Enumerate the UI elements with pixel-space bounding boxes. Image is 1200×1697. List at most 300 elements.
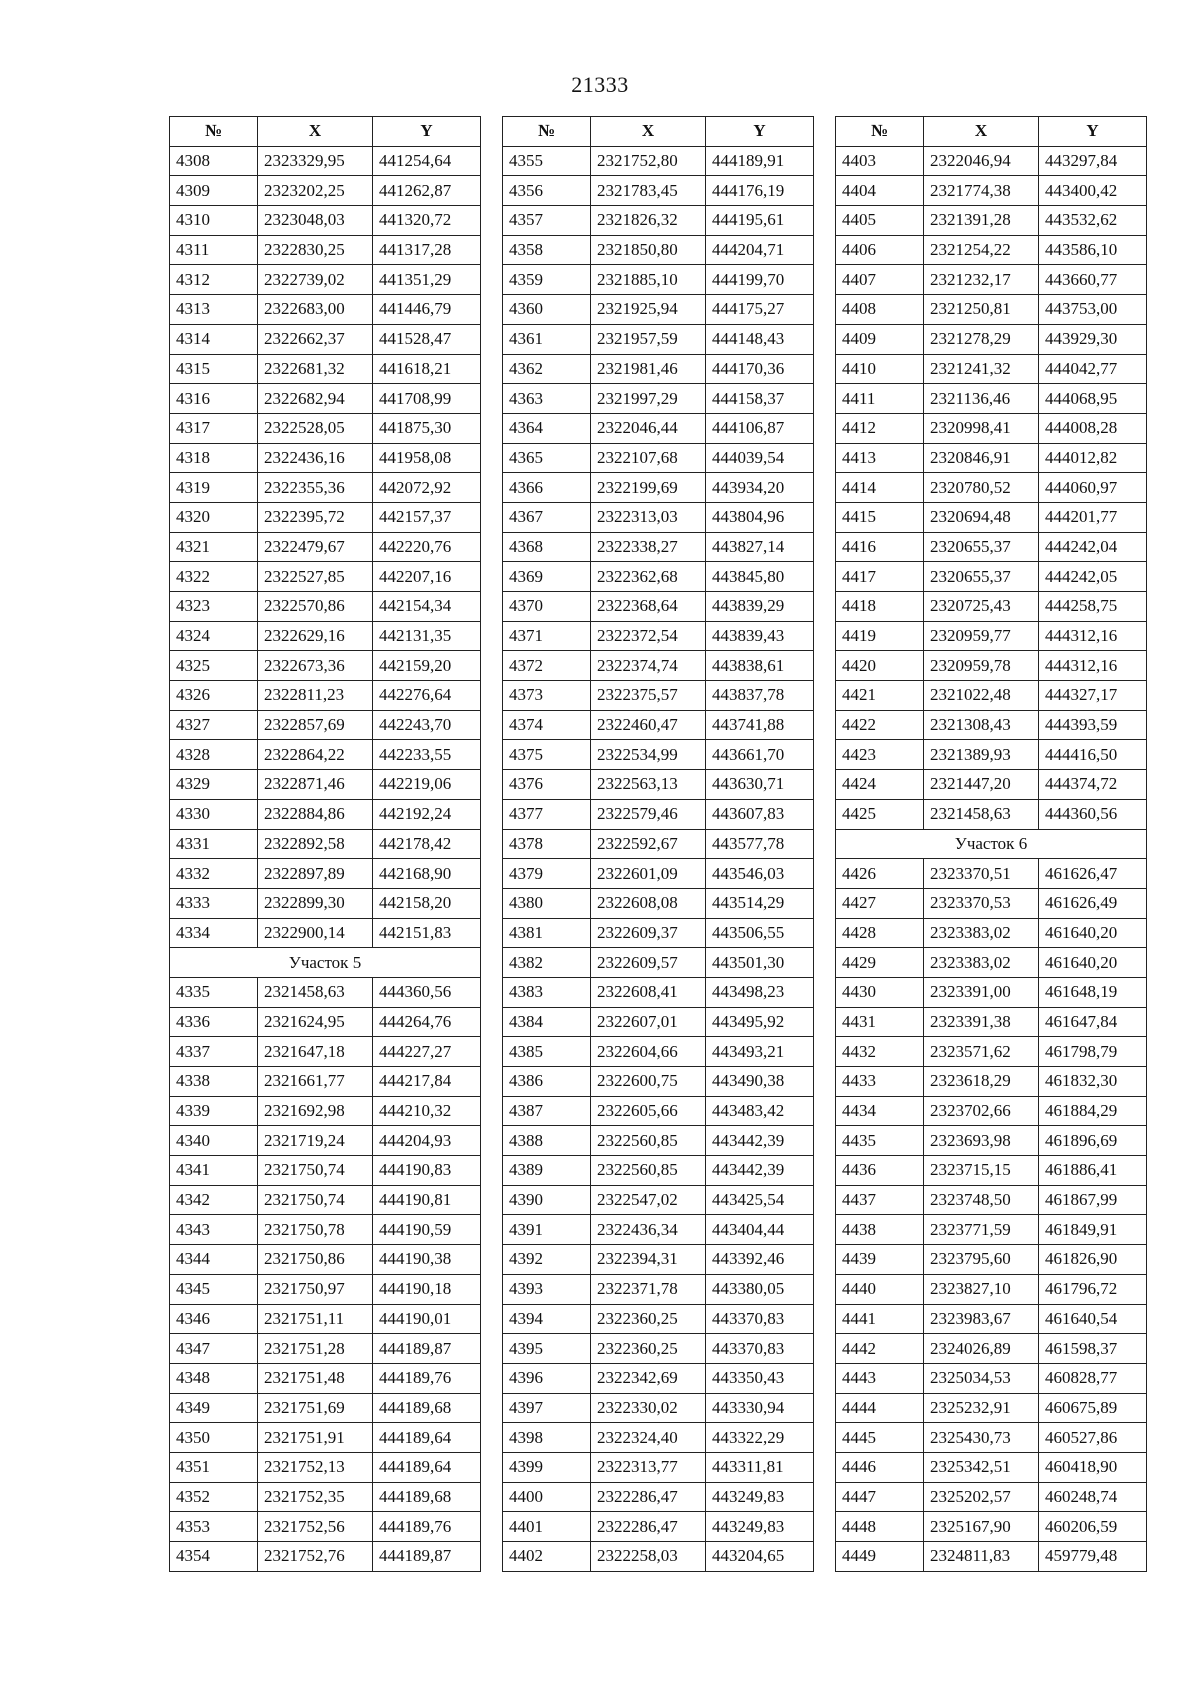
table-row: [503, 888, 814, 918]
y-coordinate-cell: 443330,94: [706, 1393, 814, 1423]
coordinates-table-3: [835, 116, 1147, 1572]
table-row: [503, 829, 814, 859]
x-coordinate-cell: 2323693,98: [924, 1126, 1039, 1156]
table-row: [503, 621, 814, 651]
x-coordinate-cell: 2322460,47: [591, 710, 706, 740]
point-number-cell: 4431: [836, 1007, 924, 1037]
table-row: [836, 918, 1147, 948]
table-row: [170, 265, 481, 295]
point-number-cell: 4396: [503, 1363, 591, 1393]
y-coordinate-cell: 461648,19: [1039, 977, 1147, 1007]
y-coordinate-cell: 441528,47: [373, 324, 481, 354]
point-number-cell: 4434: [836, 1096, 924, 1126]
column-header-x: X: [924, 117, 1039, 147]
table-row: [170, 1245, 481, 1275]
table-row: [503, 324, 814, 354]
table-row: [170, 354, 481, 384]
x-coordinate-cell: 2321774,38: [924, 176, 1039, 206]
table-row: [503, 681, 814, 711]
y-coordinate-cell: 461849,91: [1039, 1215, 1147, 1245]
table-row: [836, 592, 1147, 622]
point-number-cell: 4317: [170, 413, 258, 443]
x-coordinate-cell: 2321389,93: [924, 740, 1039, 770]
header-row: [836, 117, 1147, 147]
x-coordinate-cell: 2321850,80: [591, 235, 706, 265]
x-coordinate-cell: 2323329,95: [258, 146, 373, 176]
table-row: [503, 502, 814, 532]
y-coordinate-cell: 441708,99: [373, 384, 481, 414]
y-coordinate-cell: 444189,68: [373, 1393, 481, 1423]
point-number-cell: 4345: [170, 1274, 258, 1304]
y-coordinate-cell: 461886,41: [1039, 1156, 1147, 1186]
point-number-cell: 4437: [836, 1185, 924, 1215]
y-coordinate-cell: 461798,79: [1039, 1037, 1147, 1067]
point-number-cell: 4426: [836, 859, 924, 889]
point-number-cell: 4433: [836, 1067, 924, 1097]
table-row: [170, 295, 481, 325]
point-number-cell: 4366: [503, 473, 591, 503]
point-number-cell: 4405: [836, 206, 924, 236]
y-coordinate-cell: 443483,42: [706, 1096, 814, 1126]
table-row: [503, 1067, 814, 1097]
point-number-cell: 4436: [836, 1156, 924, 1186]
point-number-cell: 4363: [503, 384, 591, 414]
table-row: [836, 324, 1147, 354]
x-coordinate-cell: 2321136,46: [924, 384, 1039, 414]
y-coordinate-cell: 461796,72: [1039, 1274, 1147, 1304]
y-coordinate-cell: 460675,89: [1039, 1393, 1147, 1423]
point-number-cell: 4413: [836, 443, 924, 473]
x-coordinate-cell: 2323391,38: [924, 1007, 1039, 1037]
x-coordinate-cell: 2323795,60: [924, 1245, 1039, 1275]
column-header-number: №: [170, 117, 258, 147]
table-row: [170, 562, 481, 592]
x-coordinate-cell: 2325167,90: [924, 1512, 1039, 1542]
point-number-cell: 4403: [836, 146, 924, 176]
point-number-cell: 4423: [836, 740, 924, 770]
x-coordinate-cell: 2322739,02: [258, 265, 373, 295]
point-number-cell: 4320: [170, 502, 258, 532]
x-coordinate-cell: 2323048,03: [258, 206, 373, 236]
x-coordinate-cell: 2322681,32: [258, 354, 373, 384]
x-coordinate-cell: 2321278,29: [924, 324, 1039, 354]
table-row: [836, 888, 1147, 918]
x-coordinate-cell: 2320780,52: [924, 473, 1039, 503]
y-coordinate-cell: 444204,93: [373, 1126, 481, 1156]
y-coordinate-cell: 442151,83: [373, 918, 481, 948]
table-row: [503, 1245, 814, 1275]
point-number-cell: 4368: [503, 532, 591, 562]
table-row: [503, 1096, 814, 1126]
page-number: 21333: [571, 72, 629, 97]
x-coordinate-cell: 2322605,66: [591, 1096, 706, 1126]
x-coordinate-cell: 2322371,78: [591, 1274, 706, 1304]
point-number-cell: 4415: [836, 502, 924, 532]
table-row: [836, 1067, 1147, 1097]
y-coordinate-cell: 442154,34: [373, 592, 481, 622]
x-coordinate-cell: 2321752,76: [258, 1542, 373, 1572]
table-row: [170, 710, 481, 740]
y-coordinate-cell: 444189,64: [373, 1423, 481, 1453]
point-number-cell: 4446: [836, 1452, 924, 1482]
point-number-cell: 4421: [836, 681, 924, 711]
point-number-cell: 4364: [503, 413, 591, 443]
table-row: [503, 977, 814, 1007]
point-number-cell: 4355: [503, 146, 591, 176]
point-number-cell: 4350: [170, 1423, 258, 1453]
x-coordinate-cell: 2321624,95: [258, 1007, 373, 1037]
x-coordinate-cell: 2322355,36: [258, 473, 373, 503]
x-coordinate-cell: 2321391,28: [924, 206, 1039, 236]
column-header-x: X: [591, 117, 706, 147]
table-row: [836, 1007, 1147, 1037]
y-coordinate-cell: 443506,55: [706, 918, 814, 948]
header-row: [503, 117, 814, 147]
y-coordinate-cell: 443532,62: [1039, 206, 1147, 236]
coordinates-table-2: [502, 116, 814, 1572]
point-number-cell: 4314: [170, 324, 258, 354]
table-row: [836, 1512, 1147, 1542]
y-coordinate-cell: 443586,10: [1039, 235, 1147, 265]
x-coordinate-cell: 2321647,18: [258, 1037, 373, 1067]
table-row: [170, 1542, 481, 1572]
section-row: [170, 948, 481, 978]
table-row: [503, 799, 814, 829]
point-number-cell: 4343: [170, 1215, 258, 1245]
table-row: [170, 651, 481, 681]
table-row: [836, 384, 1147, 414]
table-row: [836, 1185, 1147, 1215]
point-number-cell: 4361: [503, 324, 591, 354]
point-number-cell: 4404: [836, 176, 924, 206]
x-coordinate-cell: 2321981,46: [591, 354, 706, 384]
x-coordinate-cell: 2321750,78: [258, 1215, 373, 1245]
column-header-y: Y: [1039, 117, 1147, 147]
x-coordinate-cell: 2322199,69: [591, 473, 706, 503]
y-coordinate-cell: 442131,35: [373, 621, 481, 651]
y-coordinate-cell: 443741,88: [706, 710, 814, 740]
x-coordinate-cell: 2321752,56: [258, 1512, 373, 1542]
x-coordinate-cell: 2322864,22: [258, 740, 373, 770]
point-number-cell: 4310: [170, 206, 258, 236]
point-number-cell: 4352: [170, 1482, 258, 1512]
table-row: [170, 176, 481, 206]
point-number-cell: 4357: [503, 206, 591, 236]
table-row: [836, 1304, 1147, 1334]
x-coordinate-cell: 2321692,98: [258, 1096, 373, 1126]
x-coordinate-cell: 2322900,14: [258, 918, 373, 948]
point-number-cell: 4392: [503, 1245, 591, 1275]
point-number-cell: 4424: [836, 770, 924, 800]
y-coordinate-cell: 443838,61: [706, 651, 814, 681]
x-coordinate-cell: 2325430,73: [924, 1423, 1039, 1453]
y-coordinate-cell: 442178,42: [373, 829, 481, 859]
y-coordinate-cell: 444189,87: [373, 1542, 481, 1572]
y-coordinate-cell: 443370,83: [706, 1334, 814, 1364]
table-row: [170, 235, 481, 265]
point-number-cell: 4325: [170, 651, 258, 681]
point-number-cell: 4411: [836, 384, 924, 414]
point-number-cell: 4407: [836, 265, 924, 295]
y-coordinate-cell: 442168,90: [373, 859, 481, 889]
y-coordinate-cell: 444060,97: [1039, 473, 1147, 503]
point-number-cell: 4360: [503, 295, 591, 325]
x-coordinate-cell: 2321751,91: [258, 1423, 373, 1453]
table-row: [836, 1542, 1147, 1572]
point-number-cell: 4397: [503, 1393, 591, 1423]
x-coordinate-cell: 2322375,57: [591, 681, 706, 711]
x-coordinate-cell: 2323571,62: [924, 1037, 1039, 1067]
table-row: [170, 443, 481, 473]
y-coordinate-cell: 443392,46: [706, 1245, 814, 1275]
y-coordinate-cell: 444158,37: [706, 384, 814, 414]
header-row: [170, 117, 481, 147]
x-coordinate-cell: 2323702,66: [924, 1096, 1039, 1126]
point-number-cell: 4315: [170, 354, 258, 384]
table-row: [503, 1393, 814, 1423]
point-number-cell: 4330: [170, 799, 258, 829]
y-coordinate-cell: 442219,06: [373, 770, 481, 800]
table-row: [503, 710, 814, 740]
y-coordinate-cell: 443660,77: [1039, 265, 1147, 295]
point-number-cell: 4429: [836, 948, 924, 978]
table-row: [836, 651, 1147, 681]
table-row: [503, 1274, 814, 1304]
y-coordinate-cell: 444176,19: [706, 176, 814, 206]
point-number-cell: 4327: [170, 710, 258, 740]
x-coordinate-cell: 2322609,37: [591, 918, 706, 948]
table-row: [170, 1126, 481, 1156]
y-coordinate-cell: 441254,64: [373, 146, 481, 176]
point-number-cell: 4398: [503, 1423, 591, 1453]
point-number-cell: 4339: [170, 1096, 258, 1126]
point-number-cell: 4328: [170, 740, 258, 770]
x-coordinate-cell: 2322811,23: [258, 681, 373, 711]
table-row: [170, 1452, 481, 1482]
x-coordinate-cell: 2322857,69: [258, 710, 373, 740]
point-number-cell: 4353: [170, 1512, 258, 1542]
point-number-cell: 4440: [836, 1274, 924, 1304]
x-coordinate-cell: 2322436,34: [591, 1215, 706, 1245]
x-coordinate-cell: 2325202,57: [924, 1482, 1039, 1512]
y-coordinate-cell: 444190,83: [373, 1156, 481, 1186]
x-coordinate-cell: 2322534,99: [591, 740, 706, 770]
y-coordinate-cell: 444360,56: [373, 977, 481, 1007]
point-number-cell: 4373: [503, 681, 591, 711]
point-number-cell: 4420: [836, 651, 924, 681]
point-number-cell: 4370: [503, 592, 591, 622]
point-number-cell: 4323: [170, 592, 258, 622]
point-number-cell: 4342: [170, 1185, 258, 1215]
point-number-cell: 4351: [170, 1452, 258, 1482]
x-coordinate-cell: 2323383,02: [924, 948, 1039, 978]
x-coordinate-cell: 2322046,44: [591, 413, 706, 443]
y-coordinate-cell: 461626,49: [1039, 888, 1147, 918]
y-coordinate-cell: 461598,37: [1039, 1334, 1147, 1364]
point-number-cell: 4358: [503, 235, 591, 265]
y-coordinate-cell: 444360,56: [1039, 799, 1147, 829]
x-coordinate-cell: 2322046,94: [924, 146, 1039, 176]
table-row: [170, 1304, 481, 1334]
table-row: [170, 592, 481, 622]
point-number-cell: 4427: [836, 888, 924, 918]
table-row: [836, 354, 1147, 384]
y-coordinate-cell: 444204,71: [706, 235, 814, 265]
y-coordinate-cell: 444190,59: [373, 1215, 481, 1245]
y-coordinate-cell: 444210,32: [373, 1096, 481, 1126]
table-row: [170, 1215, 481, 1245]
table-row: [503, 1512, 814, 1542]
point-number-cell: 4356: [503, 176, 591, 206]
point-number-cell: 4334: [170, 918, 258, 948]
x-coordinate-cell: 2322604,66: [591, 1037, 706, 1067]
x-coordinate-cell: 2322830,25: [258, 235, 373, 265]
point-number-cell: 4418: [836, 592, 924, 622]
table-row: [836, 799, 1147, 829]
x-coordinate-cell: 2322338,27: [591, 532, 706, 562]
table-row: [503, 295, 814, 325]
x-coordinate-cell: 2323771,59: [924, 1215, 1039, 1245]
point-number-cell: 4369: [503, 562, 591, 592]
table-row: [503, 1482, 814, 1512]
x-coordinate-cell: 2325342,51: [924, 1452, 1039, 1482]
table-row: [836, 1096, 1147, 1126]
y-coordinate-cell: 443322,29: [706, 1423, 814, 1453]
y-coordinate-cell: 444190,18: [373, 1274, 481, 1304]
table-row: [170, 206, 481, 236]
table-row: [503, 1126, 814, 1156]
y-coordinate-cell: 444312,16: [1039, 621, 1147, 651]
x-coordinate-cell: 2325232,91: [924, 1393, 1039, 1423]
table-row: [836, 295, 1147, 325]
y-coordinate-cell: 460248,74: [1039, 1482, 1147, 1512]
table-row: [836, 443, 1147, 473]
x-coordinate-cell: 2323202,25: [258, 176, 373, 206]
y-coordinate-cell: 444106,87: [706, 413, 814, 443]
x-coordinate-cell: 2322592,67: [591, 829, 706, 859]
point-number-cell: 4309: [170, 176, 258, 206]
table-row: [836, 206, 1147, 236]
table-row: [170, 1067, 481, 1097]
point-number-cell: 4359: [503, 265, 591, 295]
point-number-cell: 4337: [170, 1037, 258, 1067]
point-number-cell: 4383: [503, 977, 591, 1007]
x-coordinate-cell: 2321254,22: [924, 235, 1039, 265]
y-coordinate-cell: 444416,50: [1039, 740, 1147, 770]
y-coordinate-cell: 461896,69: [1039, 1126, 1147, 1156]
y-coordinate-cell: 443350,43: [706, 1363, 814, 1393]
x-coordinate-cell: 2323827,10: [924, 1274, 1039, 1304]
point-number-cell: 4400: [503, 1482, 591, 1512]
x-coordinate-cell: 2325034,53: [924, 1363, 1039, 1393]
point-number-cell: 4443: [836, 1363, 924, 1393]
y-coordinate-cell: 443495,92: [706, 1007, 814, 1037]
point-number-cell: 4381: [503, 918, 591, 948]
table-row: [170, 1393, 481, 1423]
table-row: [170, 918, 481, 948]
y-coordinate-cell: 443442,39: [706, 1156, 814, 1186]
y-coordinate-cell: 441262,87: [373, 176, 481, 206]
table-row: [836, 1037, 1147, 1067]
y-coordinate-cell: 443934,20: [706, 473, 814, 503]
x-coordinate-cell: 2321458,63: [924, 799, 1039, 829]
table-row: [503, 1185, 814, 1215]
y-coordinate-cell: 460418,90: [1039, 1452, 1147, 1482]
table-row: [836, 859, 1147, 889]
table-row: [836, 1334, 1147, 1364]
point-number-cell: 4394: [503, 1304, 591, 1334]
point-number-cell: 4417: [836, 562, 924, 592]
y-coordinate-cell: 461647,84: [1039, 1007, 1147, 1037]
x-coordinate-cell: 2320694,48: [924, 502, 1039, 532]
y-coordinate-cell: 444393,59: [1039, 710, 1147, 740]
point-number-cell: 4425: [836, 799, 924, 829]
x-coordinate-cell: 2323391,00: [924, 977, 1039, 1007]
y-coordinate-cell: 444227,27: [373, 1037, 481, 1067]
point-number-cell: 4432: [836, 1037, 924, 1067]
x-coordinate-cell: 2322436,16: [258, 443, 373, 473]
y-coordinate-cell: 460527,86: [1039, 1423, 1147, 1453]
table-row: [170, 1423, 481, 1453]
y-coordinate-cell: 444190,38: [373, 1245, 481, 1275]
point-number-cell: 4435: [836, 1126, 924, 1156]
point-number-cell: 4318: [170, 443, 258, 473]
point-number-cell: 4322: [170, 562, 258, 592]
point-number-cell: 4348: [170, 1363, 258, 1393]
x-coordinate-cell: 2321750,74: [258, 1185, 373, 1215]
y-coordinate-cell: 442220,76: [373, 532, 481, 562]
x-coordinate-cell: 2321022,48: [924, 681, 1039, 711]
y-coordinate-cell: 444217,84: [373, 1067, 481, 1097]
x-coordinate-cell: 2321750,97: [258, 1274, 373, 1304]
point-number-cell: 4326: [170, 681, 258, 711]
x-coordinate-cell: 2320998,41: [924, 413, 1039, 443]
table-row: [836, 413, 1147, 443]
point-number-cell: 4388: [503, 1126, 591, 1156]
x-coordinate-cell: 2320846,91: [924, 443, 1039, 473]
table-row: [503, 1452, 814, 1482]
point-number-cell: 4428: [836, 918, 924, 948]
table-row: [836, 948, 1147, 978]
point-number-cell: 4354: [170, 1542, 258, 1572]
x-coordinate-cell: 2322600,75: [591, 1067, 706, 1097]
x-coordinate-cell: 2321661,77: [258, 1067, 373, 1097]
table-row: [836, 977, 1147, 1007]
y-coordinate-cell: 444189,91: [706, 146, 814, 176]
table-row: [170, 1482, 481, 1512]
table-row: [170, 859, 481, 889]
y-coordinate-cell: 461832,30: [1039, 1067, 1147, 1097]
y-coordinate-cell: 443630,71: [706, 770, 814, 800]
y-coordinate-cell: 443493,21: [706, 1037, 814, 1067]
table-row: [836, 1452, 1147, 1482]
y-coordinate-cell: 443804,96: [706, 502, 814, 532]
table-row: [836, 770, 1147, 800]
y-coordinate-cell: 444374,72: [1039, 770, 1147, 800]
point-number-cell: 4349: [170, 1393, 258, 1423]
table-row: [503, 1423, 814, 1453]
x-coordinate-cell: 2322368,64: [591, 592, 706, 622]
point-number-cell: 4347: [170, 1334, 258, 1364]
x-coordinate-cell: 2321241,32: [924, 354, 1039, 384]
point-number-cell: 4311: [170, 235, 258, 265]
table-row: [170, 1096, 481, 1126]
y-coordinate-cell: 443442,39: [706, 1126, 814, 1156]
table-row: [503, 740, 814, 770]
x-coordinate-cell: 2322286,47: [591, 1512, 706, 1542]
point-number-cell: 4401: [503, 1512, 591, 1542]
point-number-cell: 4332: [170, 859, 258, 889]
